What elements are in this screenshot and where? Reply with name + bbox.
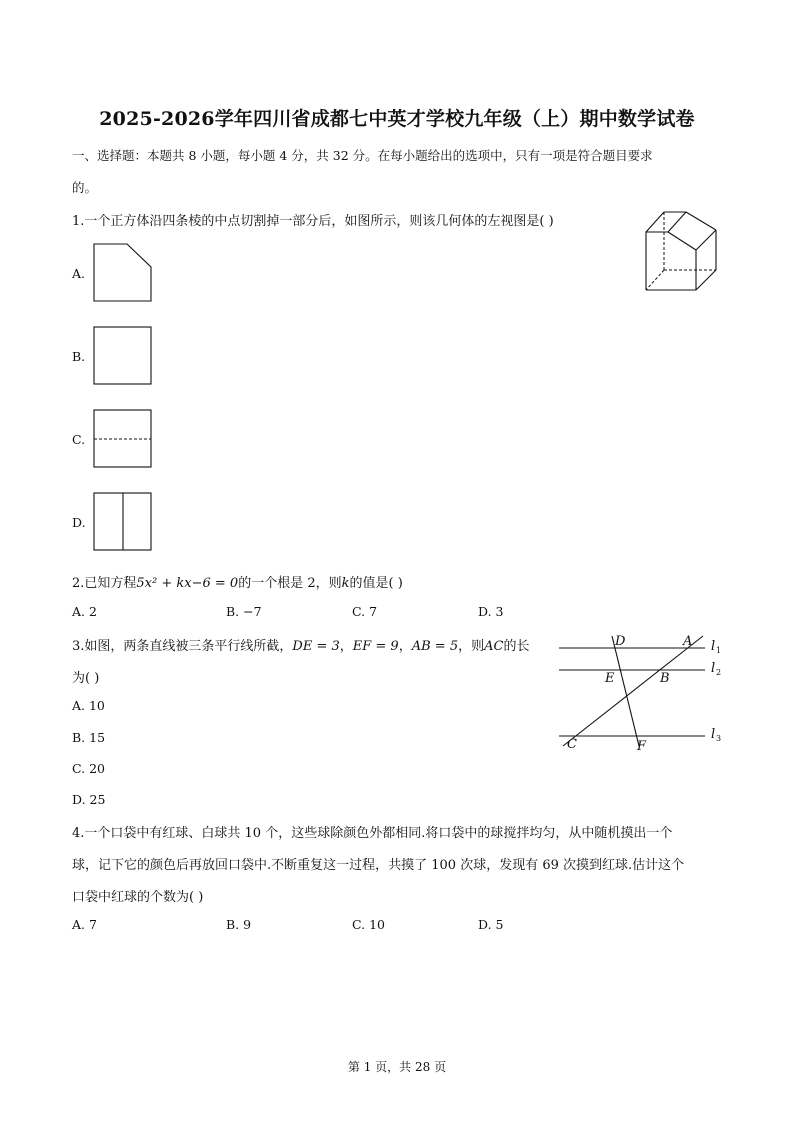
label-f: F <box>637 739 647 754</box>
q2-stem-pre: 2.已知方程 <box>72 576 137 591</box>
q2-option-a: A. 2 <box>72 604 97 619</box>
page-title: 2025-2026学年四川省成都七中英才学校九年级（上）期中数学试卷 <box>99 108 695 130</box>
q3-option-a: A. 10 <box>72 698 105 713</box>
q3-option-d: D. 25 <box>72 792 106 807</box>
label-l3-sub: 3 <box>716 734 722 743</box>
q1-option-c-figure <box>93 409 153 469</box>
q4-stem-line3: 口袋中红球的个数为( ) <box>72 890 204 905</box>
label-l1-sub: 1 <box>716 646 722 655</box>
q2-stem <box>72 572 403 591</box>
q2-option-d: D. 3 <box>478 604 504 619</box>
transversal-abc <box>563 636 703 746</box>
label-a: A <box>683 634 693 649</box>
label-l2: l <box>711 661 716 676</box>
q1-figure-cut-cube <box>640 206 724 296</box>
q4-option-b: B. 9 <box>226 917 252 932</box>
q1-option-b-label: B. <box>72 349 86 364</box>
q2-option-c: C. 7 <box>352 604 378 619</box>
q1-option-b-figure <box>93 326 153 386</box>
q1-option-c-label: C. <box>72 432 86 447</box>
q2-var: k <box>341 576 350 591</box>
q3-stem-pre: 3.如图，两条直线被三条平行线所截， <box>72 639 293 654</box>
q4-option-c: C. 10 <box>352 917 385 932</box>
section-header-line1: 一、选择题：本题共 8 小题，每小题 4 分，共 32 分。在每小题给出的选项中，只有一项是符合题目要求 <box>72 148 653 163</box>
q4-option-d: D. 5 <box>478 917 504 932</box>
q1-option-a-label: A. <box>72 266 86 281</box>
label-l1: l <box>711 639 716 654</box>
q2-stem-mid: 的一个根是 2，则 <box>238 576 342 591</box>
q3-cond-ab: AB = 5 <box>411 639 459 654</box>
q2-option-b: B. −7 <box>226 604 262 619</box>
q3-cond-ef: EF = 9 <box>352 639 399 654</box>
q3-seg: AC <box>484 639 504 654</box>
q1-option-d-label: D. <box>72 515 86 530</box>
q3-option-c: C. 20 <box>72 761 105 776</box>
label-l3: l <box>711 727 716 742</box>
label-c: C <box>567 737 577 752</box>
transversal-def <box>612 636 639 746</box>
q2-stem-post: 的值是( ) <box>349 576 403 591</box>
q1-option-a-figure <box>93 243 153 303</box>
q3-stem-mid: ，则 <box>458 639 485 654</box>
q2-equation: 5x² + kx−6 = 0 <box>136 576 239 591</box>
q3-figure-parallel-lines <box>555 630 725 755</box>
label-e: E <box>605 671 615 686</box>
q3-stem-line2: 为( ) <box>72 671 100 686</box>
label-d: D <box>615 634 626 649</box>
q1-option-d-figure <box>93 492 153 552</box>
label-l2-sub: 2 <box>716 668 722 677</box>
q4-stem-line1: 4.一个口袋中有红球、白球共 10 个，这些球除颜色外都相同.将口袋中的球搅拌均匀，从中随机摸出一个 <box>72 826 673 841</box>
label-b: B <box>660 671 670 686</box>
q4-stem-line2: 球，记下它的颜色后再放回口袋中.不断重复这一过程，共摸了 100 次球，发现有 69 次摸到红球.估计这个 <box>72 858 685 873</box>
q1-stem: 1.一个正方体沿四条棱的中点切割掉一部分后，如图所示，则该几何体的左视图是( ) <box>72 214 554 229</box>
section-header-line2: 的。 <box>72 180 98 195</box>
q3-cond-de: DE = 3 <box>292 639 340 654</box>
q3-option-b: B. 15 <box>72 730 106 745</box>
page-footer: 第 1 页，共 28 页 <box>347 1060 447 1074</box>
q3-stem-line1: 3.如图，两条直线被三条平行线所截，DE = 3，EF = 9，AB = 5，则AC的长 <box>72 639 530 654</box>
q4-option-a: A. 7 <box>72 917 97 932</box>
q3-stem-post: 的长 <box>503 639 530 654</box>
